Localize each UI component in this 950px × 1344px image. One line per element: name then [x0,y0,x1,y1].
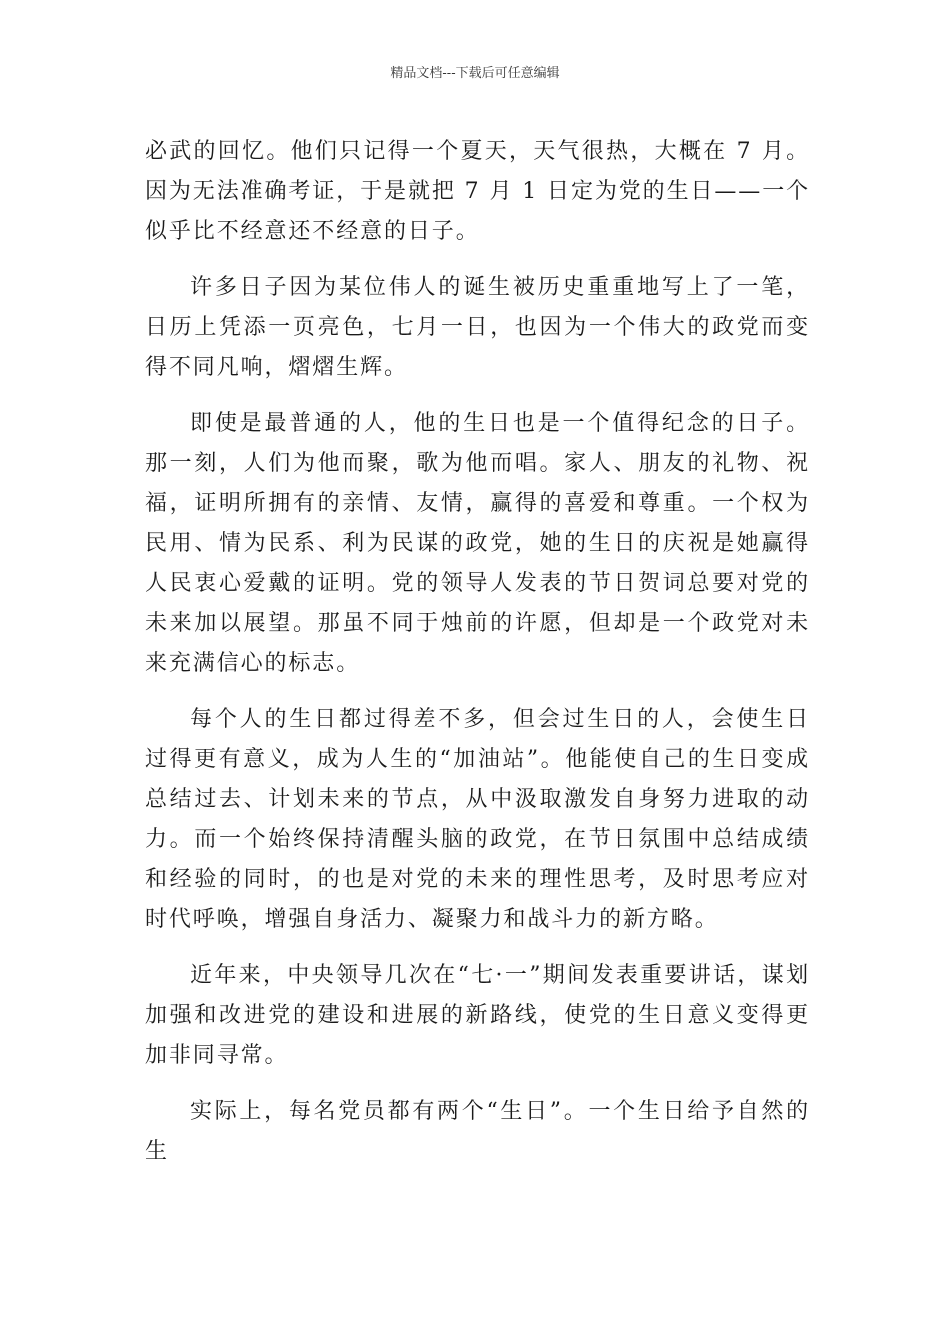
document-body [145,132,810,1172]
paragraph: 近年来，中央领导几次在“七·一”期间发表重要讲话，谋划加强和改进党的建设和进展的新路线，使党的生日意义变得更加非同寻常。 [145,963,810,1068]
page-header: 精品文档---下载后可任意编辑 [390,66,560,81]
paragraph: 即使是最普通的人，他的生日也是一个值得纪念的日子。那一刻，人们为他而聚，歌为他而唱。家人、朋友的礼物、祝福，证明所拥有的亲情、友情，赢得的喜爱和尊重。一个权为民用、情为民系、利为民谋的政党，她的生日的庆祝是她赢得人民衷心爱戴的证明。党的领导人发表的节日贺词总要对党的未来加以展望。那虽不同于烛前的许愿，但却是一个政党对未来充满信心的标志。 [145,411,810,676]
paragraph-truncated: 实际上，每名党员都有两个“生日”。一个生日给予自然的生 [145,1099,810,1164]
paragraph-continued: 必武的回忆。他们只记得一个夏天，天气很热，大概在 7 月。因为无法准确考证，于是就把 7 月 1 日定为党的生日——一个似乎比不经意还不经意的日子。 [145,139,810,244]
paragraph: 许多日子因为某位伟人的诞生被历史重重地写上了一笔，日历上凭添一页亮色，七月一日，也因为一个伟大的政党而变得不同凡响，熠熠生辉。 [145,275,810,380]
paragraph: 每个人的生日都过得差不多，但会过生日的人，会使生日过得更有意义，成为人生的“加油站”。他能使自己的生日变成总结过去、计划未来的节点，从中汲取激发自身努力进取的动力。而一个始终保持清醒头脑的政党，在节日氛围中总结成绩和经验的同时，的也是对党的未来的理性思考，及时思考应对时代呼唤，增强自身活力、凝聚力和战斗力的新方略。 [145,707,810,932]
